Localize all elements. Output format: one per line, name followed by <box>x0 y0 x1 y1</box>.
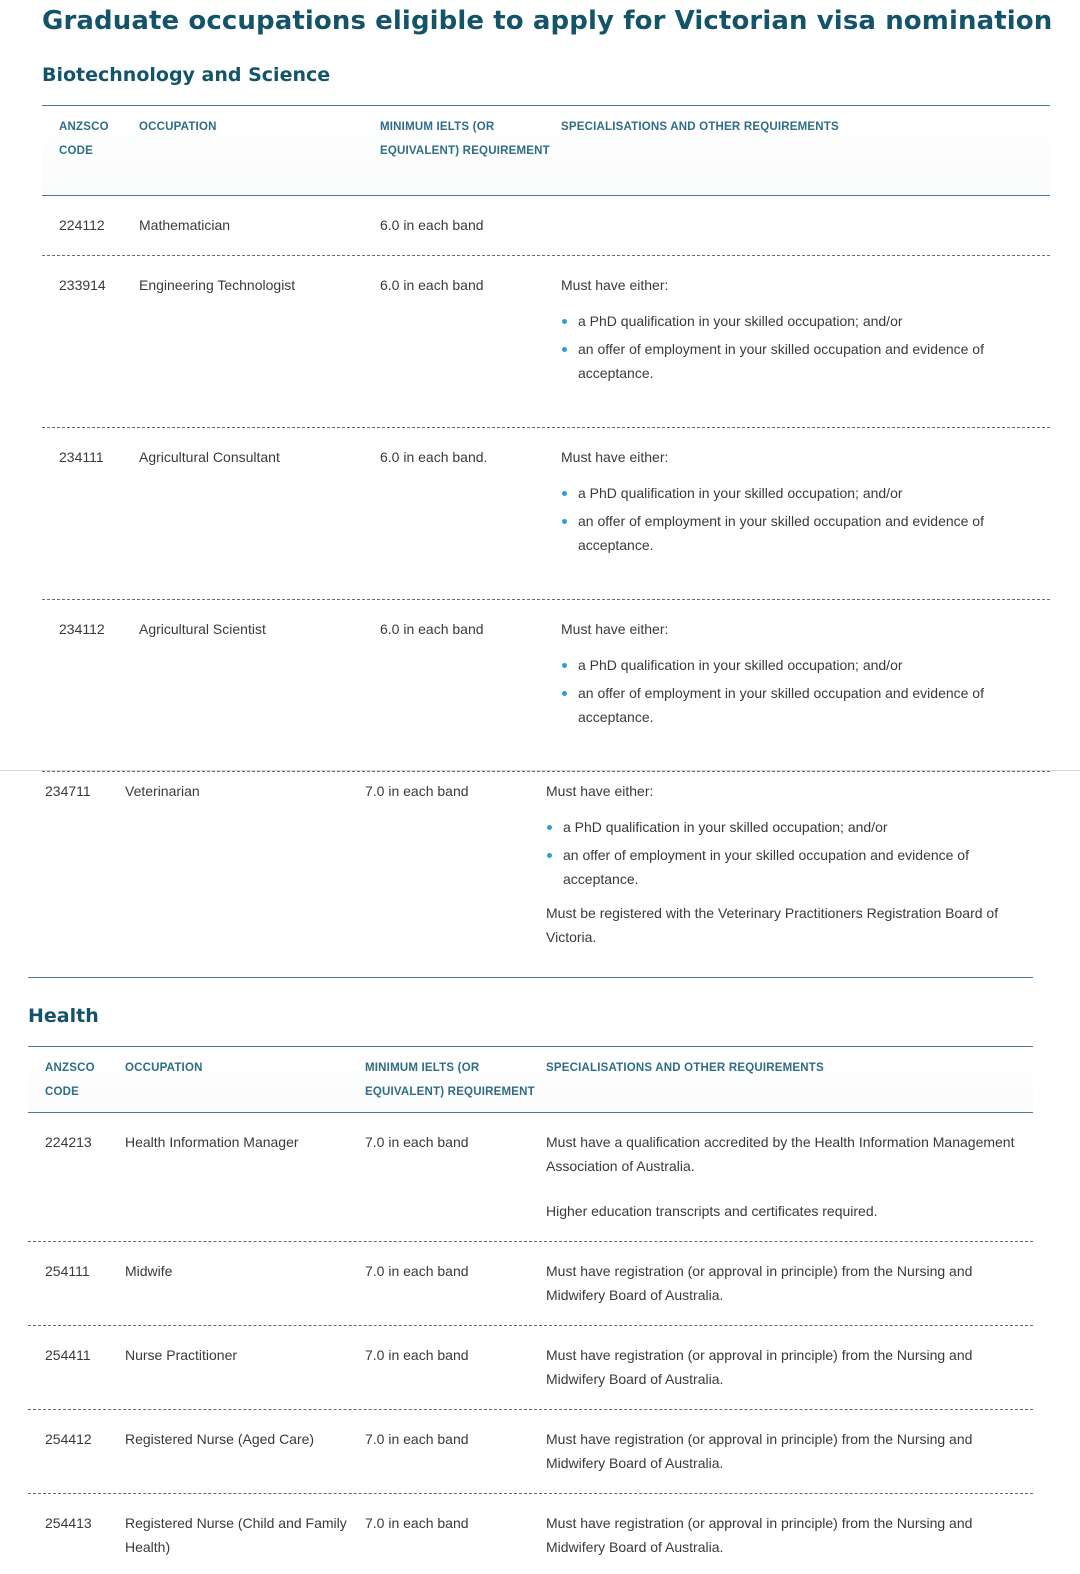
table-row <box>28 1410 1033 1494</box>
requirements <box>561 428 1031 561</box>
health-table <box>28 1046 1033 1574</box>
ielts-requirement: 6.0 in each band <box>380 621 484 637</box>
table-row <box>28 1494 1033 1574</box>
header-ielts: MINIMUM IELTS (OR EQUIVALENT) REQUIREMENT <box>380 121 550 157</box>
table-header <box>42 105 1050 196</box>
anzsco-code: 234111 <box>59 449 104 465</box>
requirement-text: Must have either: <box>561 621 669 637</box>
occupation: Midwife <box>125 1263 173 1279</box>
occupation: Registered Nurse (Child and Family Health) <box>125 1515 347 1555</box>
requirement-text: Must have either: <box>561 449 669 465</box>
anzsco-code: 254412 <box>45 1431 92 1447</box>
table-row <box>42 196 1050 256</box>
header-requirements: SPECIALISATIONS AND OTHER REQUIREMENTS <box>546 1062 824 1074</box>
occupation: Registered Nurse (Aged Care) <box>125 1431 315 1447</box>
ielts-requirement: 7.0 in each band <box>365 1431 469 1447</box>
requirement-list <box>561 653 1031 729</box>
ielts-requirement: 6.0 in each band. <box>380 449 488 465</box>
section-title-biotechnology: Biotechnology and Science <box>42 64 331 86</box>
list-item: a PhD qualification in your skilled occupation; and/or <box>546 815 1024 839</box>
occupation: Engineering Technologist <box>139 277 296 293</box>
anzsco-code: 234112 <box>59 621 105 637</box>
requirement-text: Must have registration (or approval in principle) from the Nursing and Midwifery Board of Australia. <box>546 1347 973 1387</box>
list-item: a PhD qualification in your skilled occupation; and/or <box>561 309 1031 333</box>
anzsco-code: 254411 <box>45 1347 91 1363</box>
requirement-list <box>561 481 1031 557</box>
requirement-text: Must have either: <box>546 783 654 799</box>
table-row <box>42 256 1050 428</box>
table-row <box>28 1113 1033 1242</box>
list-item: an offer of employment in your skilled occupation and evidence of acceptance. <box>561 681 1031 729</box>
anzsco-code: 234711 <box>45 783 91 799</box>
list-item: an offer of employment in your skilled occupation and evidence of acceptance. <box>561 337 1031 385</box>
occupation: Mathematician <box>139 217 231 233</box>
requirement-text: Must be registered with the Veterinary Practitioners Registration Board of Victoria. <box>546 905 999 945</box>
requirement-list <box>561 309 1031 385</box>
occupation: Health Information Manager <box>125 1134 299 1150</box>
occupation: Nurse Practitioner <box>125 1347 238 1363</box>
header-code: ANZSCO CODE <box>45 1062 95 1098</box>
ielts-requirement: 7.0 in each band <box>365 1263 469 1279</box>
table-row <box>42 428 1050 600</box>
requirement-text: Must have registration (or approval in principle) from the Nursing and Midwifery Board of Australia. <box>546 1263 973 1303</box>
list-item: an offer of employment in your skilled occupation and evidence of acceptance. <box>546 843 1024 891</box>
requirements <box>561 196 1031 213</box>
requirements <box>546 1113 1024 1223</box>
list-item: an offer of employment in your skilled occupation and evidence of acceptance. <box>561 509 1031 557</box>
requirements <box>546 769 1024 949</box>
table-header <box>28 1046 1033 1113</box>
requirement-list <box>546 815 1024 891</box>
requirements <box>546 1410 1024 1475</box>
biotech-table-continued <box>28 769 1033 978</box>
ielts-requirement: 7.0 in each band <box>365 783 469 799</box>
header-occupation: OCCUPATION <box>139 121 217 133</box>
ielts-requirement: 7.0 in each band <box>365 1515 469 1531</box>
requirement-text: Must have registration (or approval in principle) from the Nursing and Midwifery Board of Australia. <box>546 1515 973 1555</box>
anzsco-code: 233914 <box>59 277 106 293</box>
table-row <box>28 1326 1033 1410</box>
table-row <box>28 769 1033 978</box>
list-item: a PhD qualification in your skilled occupation; and/or <box>561 481 1031 505</box>
list-item: a PhD qualification in your skilled occupation; and/or <box>561 653 1031 677</box>
requirement-text: Must have registration (or approval in principle) from the Nursing and Midwifery Board of Australia. <box>546 1431 973 1471</box>
anzsco-code: 224112 <box>59 217 105 233</box>
header-ielts: MINIMUM IELTS (OR EQUIVALENT) REQUIREMENT <box>365 1062 535 1098</box>
header-code: ANZSCO CODE <box>59 121 109 157</box>
requirements <box>546 1326 1024 1391</box>
requirement-text: Must have either: <box>561 277 669 293</box>
header-occupation: OCCUPATION <box>125 1062 203 1074</box>
table-row <box>28 1242 1033 1326</box>
requirements <box>546 1494 1024 1559</box>
occupation: Veterinarian <box>125 783 200 799</box>
requirement-text: Higher education transcripts and certificates required. <box>546 1203 878 1219</box>
table-row <box>42 600 1050 772</box>
requirement-text: Must have a qualification accredited by the Health Information Management Association of Australia. <box>546 1134 1015 1174</box>
requirements <box>561 600 1031 733</box>
header-requirements: SPECIALISATIONS AND OTHER REQUIREMENTS <box>561 121 839 133</box>
biotech-table <box>42 105 1050 772</box>
ielts-requirement: 7.0 in each band <box>365 1134 469 1150</box>
occupation: Agricultural Scientist <box>139 621 266 637</box>
ielts-requirement: 7.0 in each band <box>365 1347 469 1363</box>
requirements <box>561 256 1031 389</box>
anzsco-code: 254413 <box>45 1515 92 1531</box>
ielts-requirement: 6.0 in each band <box>380 277 484 293</box>
ielts-requirement: 6.0 in each band <box>380 217 484 233</box>
anzsco-code: 254111 <box>45 1263 90 1279</box>
anzsco-code: 224213 <box>45 1134 92 1150</box>
page-title: Graduate occupations eligible to apply for Victorian visa nomination <box>42 6 1053 36</box>
requirements <box>546 1242 1024 1307</box>
occupation: Agricultural Consultant <box>139 449 280 465</box>
section-title-health: Health <box>28 1005 99 1027</box>
